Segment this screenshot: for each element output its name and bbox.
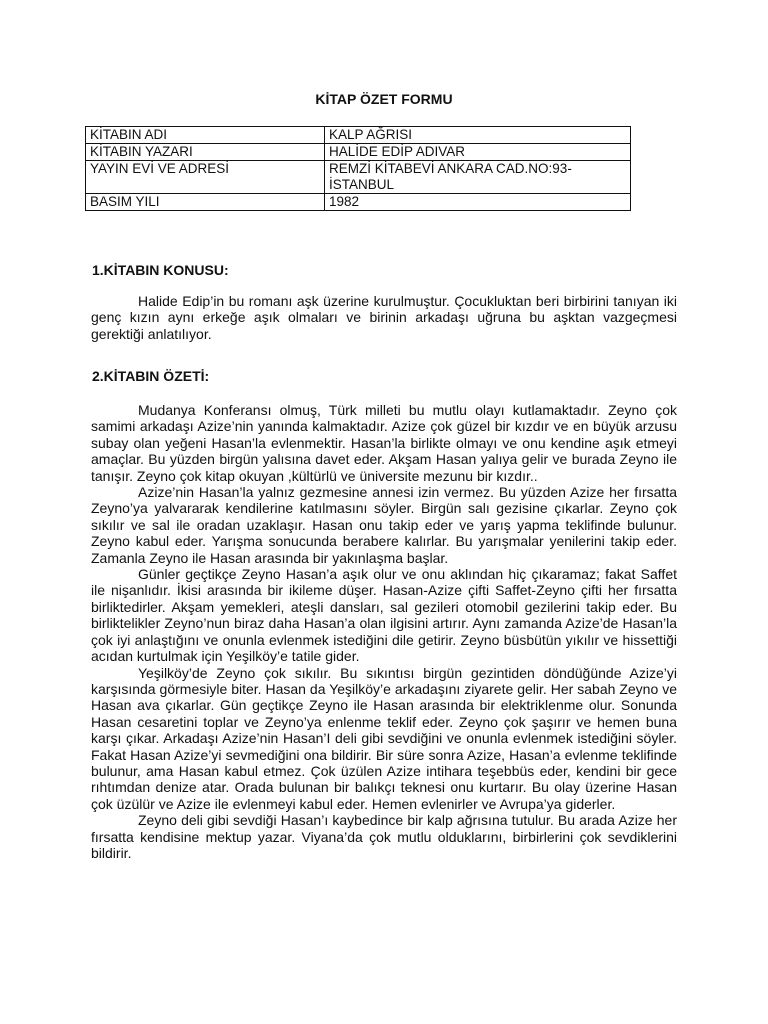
value-publisher: REMZİ KİTABEVİ ANKARA CAD.NO:93-İSTANBUL (325, 161, 631, 194)
paragraph: Günler geçtikçe Zeyno Hasan’a aşık olur ve onu aklından hiç çıkaramaz; fakat Saffet ile nişanlıdır. İkisi arasında bir ikileme düşer. Hasan-Azize çifti Saffet-Zeyno çifti her fırsatta birliktedirler. Akşam yemekleri, ateşli dansları, sal gezileri otomobil gezilerini takip eder. Bu birliktelikler Zeyno’nun biraz daha Hasan’a olan ilgisini artırır. Aynı zamanda Azize’de Hasan’la çok iyi anlaştığını ve onunla evlenmek istediğini dile getirir. Zeyno büsbütün yıkılır ve hissettiği acıdan kurtulmak için Yeşilköy’e tatile gider. (91, 566, 677, 665)
paragraph: Mudanya Konferansı olmuş, Türk milleti bu mutlu olayı kutlamaktadır. Zeyno çok samimi arkadaşı Azize’nin yanında kalmaktadır. Azize çok güzel bir kızdır ve en büyük arzusu subay olan yeğeni Hasan’la evlenmektir. Hasan’la birlikte olmayı ve onu kendine aşık etmeyi amaçlar. Bu yüzden birgün yalısına davet eder. Akşam Hasan yalıya gelir ve burada Zeyno ile tanışır. Zeyno çok kitap okuyan ,kültürlü ve üniversite mezunu bir kızdır.. (91, 402, 677, 484)
paragraph: Azize’nin Hasan’la yalnız gezmesine annesi izin vermez. Bu yüzden Azize her fırsatta Zeyno’ya yalvararak kendilerine katılmasını söyler. Birgün salı gezisine çıkarlar. Zeyno çok sıkılır ve sal ile oradan uzaklaşır. Hasan onu takip eder ve yarış yapma teklifinde bulunur. Zeyno kabul eder. Yarışma sonucunda berabere kalırlar. Bu yarışmalar yenilerini takip eder. Zamanla Zeyno ile Hasan arasında bir yakınlaşma başlar. (91, 484, 677, 566)
section-heading-subject: 1.KİTABIN KONUSU: (92, 262, 229, 278)
label-publisher: YAYIN EVİ VE ADRESİ (86, 161, 325, 194)
label-author: KİTABIN YAZARI (86, 144, 325, 161)
label-book-name: KİTABIN ADI (86, 127, 325, 144)
subject-text (91, 293, 677, 342)
paragraph: Yeşilköy’de Zeyno çok sıkılır. Bu sıkıntısı birgün gezintiden döndüğünde Azize’yi karşısında görmesiyle biter. Hasan da Yeşilköy’e arkadaşını ziyarete gelir. Her sabah Zeyno ve Hasan ava çıkarlar. Gün geçtikçe Zeyno ile Hasan arasında bir elektriklenme olur. Sonunda Hasan cesaretini toplar ve Zeyno’ya enlenme teklif eder. Zeyno çok şaşırır ve hemen buna karşı çıkar. Arkadaşı Azize’nin Hasan’I deli gibi sevdiğini ve onunla evlenmek istediğini söyler. Fakat Hasan Azize’yi sevmediğini ona bildirir. Bir süre sonra Azize, Hasan’a evlenme teklifinde bulunur, ama Hasan kabul etmez. Çok üzülen Azize intihara teşebbüs eder, kendini bir gece rıhtımdan denize atar. Orada bulunan bir balıkçı teknesi onu kurtarır. Bu olay üzerine Hasan çok üzülür ve Azize ile evlenmeyi kabul eder. Hemen evlenirler ve Avrupa’ya giderler. (91, 664, 677, 812)
value-book-name: KALP AĞRISI (325, 127, 631, 144)
paragraph: Zeyno deli gibi sevdiği Hasan’ı kaybedince bir kalp ağrısına tutulur. Bu arada Azize her fırsatta kendisine mektup yazar. Viyana’da çok mutlu olduklarını, birbirlerini çok sevdiklerini bildirir. (91, 812, 677, 861)
paragraph: Halide Edip’in bu romanı aşk üzerine kurulmuştur. Çocukluktan beri birbirini tanıyan iki genç kızın aynı erkeğe aşık olmaları ve birinin arkadaşı uğruna bu aşktan vazgeçmesi gerektiği anlatılıyor. (91, 293, 677, 342)
value-print-year: 1982 (325, 194, 631, 211)
form-title: KİTAP ÖZET FORMU (315, 91, 453, 107)
table-row (86, 127, 631, 144)
label-print-year: BASIM YILI (86, 194, 325, 211)
table-row (86, 161, 631, 194)
summary-text (91, 402, 677, 861)
table-row (86, 194, 631, 211)
book-info-table (85, 126, 631, 211)
section-heading-summary: 2.KİTABIN ÖZETİ: (92, 368, 210, 384)
value-author: HALİDE EDİP ADIVAR (325, 144, 631, 161)
table-row (86, 144, 631, 161)
